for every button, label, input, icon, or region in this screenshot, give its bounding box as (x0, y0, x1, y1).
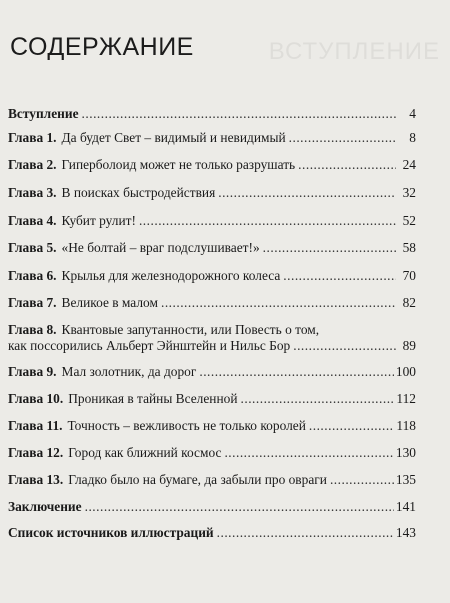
toc-page: 118 (396, 418, 416, 433)
toc-page: 141 (395, 499, 416, 514)
toc-title: Гладко было на бумаге, да забыли про овраги (68, 472, 327, 487)
toc-page: 130 (395, 445, 416, 460)
dot-leader (218, 185, 396, 201)
toc-title: Город как ближний космос (68, 445, 222, 460)
toc-label: Глава 7. (8, 295, 57, 310)
toc-label: Глава 4. (8, 213, 57, 228)
dot-leader (224, 445, 393, 461)
toc-entry-conclusion (8, 499, 416, 515)
toc-entry-chapter-8 (8, 322, 416, 354)
toc-page: 100 (395, 364, 416, 379)
dot-leader (289, 130, 396, 146)
toc-entry-chapter-1 (8, 130, 416, 146)
page-title: СОДЕРЖАНИЕ (10, 33, 194, 61)
toc-label: Глава 8. (8, 322, 57, 337)
toc-label: Глава 13. (8, 472, 64, 487)
toc-entry-illustrations (8, 525, 416, 541)
dot-leader (263, 240, 396, 256)
dot-leader (298, 157, 396, 173)
toc-entry-chapter-4 (8, 213, 416, 229)
toc-page: 58 (402, 240, 416, 255)
toc-label: Заключение (8, 499, 82, 514)
toc-page: 52 (402, 213, 416, 228)
toc-entry-chapter-10 (8, 391, 416, 407)
toc-label: Глава 3. (8, 185, 57, 200)
toc-title-continuation: как поссорились Альберт Эйнштейн и Нильс Бор (8, 338, 291, 353)
toc-page: 8 (409, 130, 416, 145)
dot-leader (139, 213, 396, 229)
toc-label: Глава 5. (8, 240, 57, 255)
toc-page: 89 (402, 338, 416, 353)
toc-title: Проникая в тайны Вселенной (68, 391, 238, 406)
bleed-through-heading: ВСТУПЛЕНИЕ (268, 38, 440, 65)
toc-entry-chapter-9 (8, 364, 416, 380)
toc-label: Вступление (8, 106, 79, 121)
toc-label: Глава 10. (8, 391, 64, 406)
toc-entry-chapter-12 (8, 445, 416, 461)
toc-page: 70 (402, 268, 416, 283)
dot-leader (293, 338, 396, 354)
dot-leader (309, 418, 395, 434)
toc-title: «Не болтай – враг подслушивает!» (61, 240, 260, 255)
toc-entry-chapter-7 (8, 295, 416, 311)
toc-label: Глава 9. (8, 364, 57, 379)
dot-leader (85, 499, 394, 515)
toc-entry-chapter-13 (8, 472, 416, 488)
toc-page: 143 (395, 525, 416, 540)
toc-entry-chapter-2 (8, 157, 416, 173)
toc-label: Глава 6. (8, 268, 57, 283)
dot-leader (82, 106, 396, 122)
toc-entry-chapter-6 (8, 268, 416, 284)
toc-page: 24 (402, 157, 416, 172)
dot-leader (241, 391, 395, 407)
toc-entry-chapter-3 (8, 185, 416, 201)
toc-entry-intro (8, 106, 416, 122)
dot-leader (217, 525, 394, 541)
toc-title: Мал золотник, да дорог (61, 364, 197, 379)
toc-title: Крылья для железнодорожного колеса (61, 268, 281, 283)
toc-page: 4 (409, 106, 416, 121)
toc-title: В поисках быстродействия (61, 185, 216, 200)
toc-title: Да будет Свет – видимый и невидимый (61, 130, 286, 145)
toc-label: Глава 12. (8, 445, 64, 460)
toc-title: Великое в малом (61, 295, 158, 310)
toc-page: 82 (402, 295, 416, 310)
toc-page: 112 (396, 391, 416, 406)
dot-leader (161, 295, 396, 311)
toc-title: Кубит рулит! (61, 213, 136, 228)
toc-page: 135 (395, 472, 416, 487)
toc-entry-chapter-11 (8, 418, 416, 434)
toc-title: Точность – вежливость не только королей (67, 418, 306, 433)
toc-page: 32 (402, 185, 416, 200)
toc-entry-chapter-5 (8, 240, 416, 256)
dot-leader (283, 268, 396, 284)
toc-label: Глава 1. (8, 130, 57, 145)
toc-label: Глава 11. (8, 418, 63, 433)
dot-leader (330, 472, 394, 488)
toc-label: Глава 2. (8, 157, 57, 172)
toc-title: Квантовые запутанности, или Повесть о том, (61, 322, 320, 337)
toc-title: Гиперболоид может не только разрушать (61, 157, 296, 172)
toc-label: Список источников иллюстраций (8, 525, 214, 540)
dot-leader (199, 364, 394, 380)
